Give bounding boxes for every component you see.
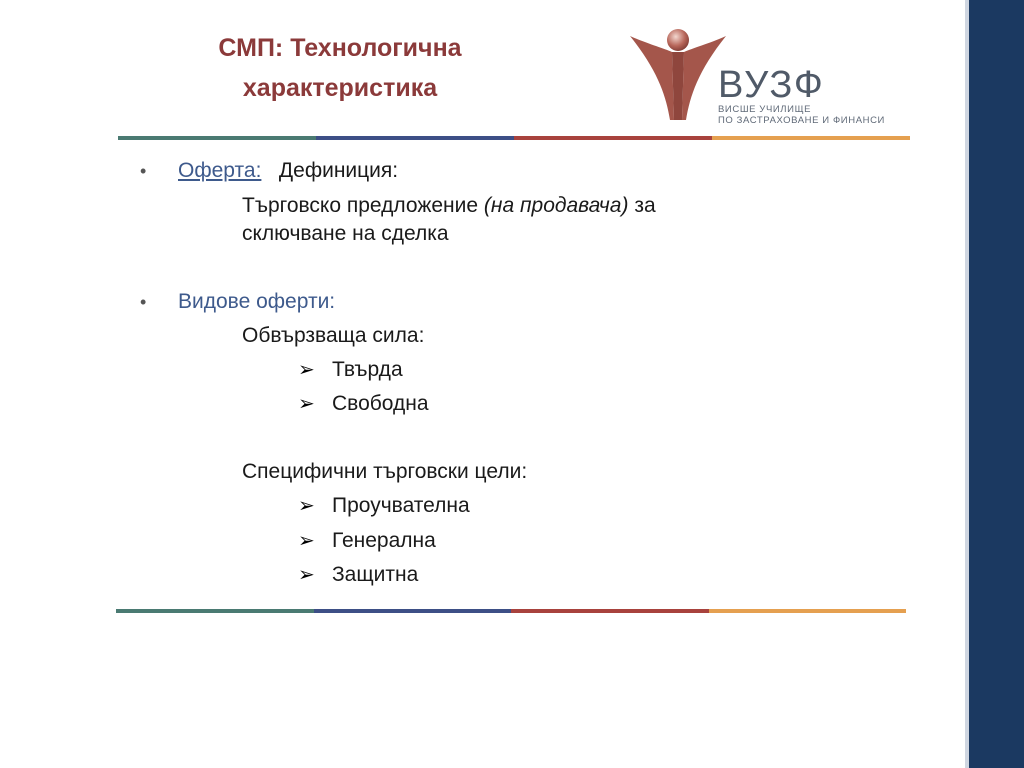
- group-heading-binding-force: Обвързваща сила:: [242, 324, 425, 347]
- arrow-bullet-icon: ➢: [298, 359, 315, 381]
- arrow-bullet-icon: ➢: [298, 495, 315, 517]
- title-line-1: СМП: Технологична: [218, 34, 462, 62]
- list-item: Твърда: [332, 358, 403, 381]
- arrow-bullet-icon: ➢: [298, 530, 315, 552]
- list-item: Генерална: [332, 529, 436, 552]
- logo-subtitle-1: ВИСШЕ УЧИЛИЩЕ: [718, 104, 812, 115]
- definition-text: Търговско предложение: [242, 194, 484, 217]
- definition-text-end: за: [628, 194, 656, 217]
- group-heading-trade-goals: Специфични търговски цели:: [242, 460, 528, 483]
- logo-subtitle-2: ПО ЗАСТРАХОВАНЕ И ФИНАНСИ: [718, 115, 885, 126]
- slide-title: [160, 28, 520, 108]
- arrow-bullet-icon: ➢: [298, 564, 315, 586]
- bullet-offer: [178, 157, 398, 185]
- top-divider: [118, 136, 910, 140]
- bullet-dot: •: [140, 292, 147, 312]
- bottom-divider: [116, 609, 906, 613]
- bullet-dot: •: [140, 161, 147, 181]
- list-item: Свободна: [332, 392, 429, 415]
- offer-definition-line1: [242, 192, 656, 220]
- bullet-offer-types: Видове оферти:: [178, 290, 336, 313]
- definition-italic: (на продавача): [483, 194, 629, 217]
- right-sidebar-bar: [965, 0, 1024, 768]
- offer-link[interactable]: Оферта:: [178, 159, 262, 182]
- title-line-2: характеристика: [242, 74, 438, 102]
- definition-label: Дефиниция:: [278, 159, 399, 182]
- list-item: Проучвателна: [332, 494, 470, 517]
- vuzf-logo: [628, 26, 913, 124]
- logo-emblem-icon: [628, 26, 728, 124]
- offer-definition-line2: сключване на сделка: [242, 222, 449, 245]
- logo-name: ВУЗФ: [718, 64, 825, 106]
- list-item: Защитна: [332, 563, 419, 586]
- arrow-bullet-icon: ➢: [298, 393, 315, 415]
